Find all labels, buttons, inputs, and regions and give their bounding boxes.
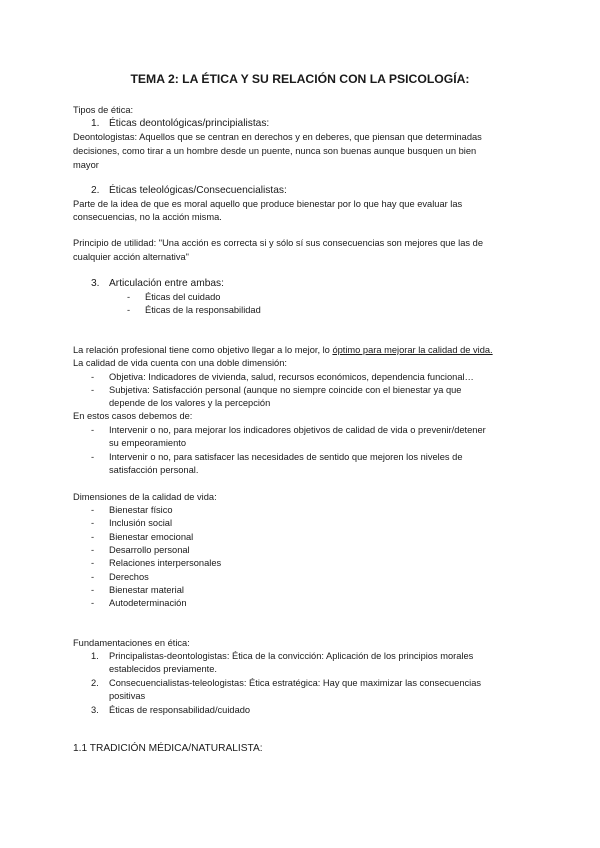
- fundamentaciones-heading: Fundamentaciones en ética:: [73, 638, 190, 648]
- relacion-line-1: [73, 344, 493, 357]
- bullet: -: [91, 372, 95, 382]
- bullet: -: [91, 518, 95, 528]
- relacion-line-1-start: La relación profesional tiene como objetivo llegar a lo mejor, lo: [73, 345, 333, 355]
- relacion-line-2: La calidad de vida cuenta con una doble dimensión:: [73, 358, 287, 368]
- teleo-line-2: consecuencias, no la acción misma.: [73, 212, 222, 222]
- tipos-item1-num: 1.: [91, 118, 100, 129]
- fund-1-line-2: establecidos previamente.: [109, 664, 218, 674]
- dimension-item: Inclusión social: [109, 518, 173, 528]
- tipos-heading: Tipos de ética:: [73, 105, 134, 115]
- relacion-line-1-underlined: óptimo para mejorar la calidad de vida.: [332, 345, 493, 355]
- fund-num-1: 1.: [91, 651, 99, 661]
- deonto-line-2: decisiones, como tirar a un hombre desde un puente, nunca son buenas aunque busquen un bien: [73, 146, 477, 156]
- fund-num-2: 2.: [91, 678, 99, 688]
- section-heading: 1.1 TRADICIÓN MÉDICA/NATURALISTA:: [73, 743, 263, 754]
- bullet: -: [91, 425, 95, 435]
- sub-item-responsabilidad: Éticas de la responsabilidad: [145, 305, 261, 315]
- teleo-line-1: Parte de la idea de que es moral aquello que produce bienestar por lo que hay que evaluar las: [73, 199, 463, 209]
- dimension-item: Relaciones interpersonales: [109, 558, 222, 568]
- utilidad-line-1: Principio de utilidad: "Una acción es correcta si y sólo sí sus consecuencias son mejores que las de: [73, 238, 483, 248]
- bullet: -: [91, 558, 95, 568]
- bullet: -: [91, 505, 95, 515]
- deonto-line-3: mayor: [73, 160, 99, 170]
- dimension-item: Bienestar físico: [109, 505, 173, 515]
- bullet: -: [91, 572, 95, 582]
- bullet: -: [91, 532, 95, 542]
- bullet: -: [91, 545, 95, 555]
- fund-3-line-1: Éticas de responsabilidad/cuidado: [109, 705, 251, 715]
- bullet: -: [91, 598, 95, 608]
- objetiva-item: Objetiva: Indicadores de vivienda, salud, recursos económicos, dependencia funcional…: [109, 372, 474, 382]
- bullet: -: [127, 292, 131, 302]
- bullet: -: [91, 385, 95, 395]
- dimension-item: Autodeterminación: [109, 598, 187, 608]
- sub-item-cuidado: Éticas del cuidado: [145, 292, 221, 302]
- fund-2-line-1: Consecuencialistas-teleologistas: Ética estratégica: Hay que maximizar las consecuencias: [109, 678, 482, 688]
- tipos-item3-num: 3.: [91, 278, 100, 289]
- dimension-item: Derechos: [109, 572, 149, 582]
- intervenir-2-line-2: satisfacción personal.: [109, 465, 199, 475]
- casos-heading: En estos casos debemos de:: [73, 411, 193, 421]
- fund-1-line-1: Principalistas-deontologistas: Ética de la convicción: Aplicación de los principios morales: [109, 651, 474, 661]
- bullet: -: [91, 585, 95, 595]
- intervenir-1-line-2: su empeoramiento: [109, 438, 186, 448]
- bullet: -: [91, 452, 95, 462]
- dimensiones-heading: Dimensiones de la calidad de vida:: [73, 492, 217, 502]
- subjetiva-line-2: depende de los valores y la percepción: [109, 398, 271, 408]
- dimension-item: Bienestar material: [109, 585, 184, 595]
- bullet: -: [127, 305, 131, 315]
- subjetiva-line-1: Subjetiva: Satisfacción personal (aunque no siempre coincide con el bienestar ya que: [109, 385, 462, 395]
- utilidad-line-2: cualquier acción alternativa": [73, 252, 189, 262]
- tipos-item2-label: Éticas teleológicas/Consecuencialistas:: [109, 185, 287, 196]
- deonto-line-1: Deontologistas: Aquellos que se centran en derechos y en deberes, que piensan que determinadas: [73, 132, 482, 142]
- intervenir-1-line-1: Intervenir o no, para mejorar los indicadores objetivos de calidad de vida o prevenir/detener: [109, 425, 486, 435]
- tipos-item2-num: 2.: [91, 185, 100, 196]
- page-title: TEMA 2: LA ÉTICA Y SU RELACIÓN CON LA PSICOLOGÍA:: [130, 72, 470, 86]
- fund-2-line-2: positivas: [109, 691, 146, 701]
- dimension-item: Bienestar emocional: [109, 532, 194, 542]
- dimension-item: Desarrollo personal: [109, 545, 190, 555]
- tipos-item3-label: Articulación entre ambas:: [109, 278, 224, 289]
- intervenir-2-line-1: Intervenir o no, para satisfacer las necesidades de sentido que mejoren los niveles de: [109, 452, 463, 462]
- fund-num-3: 3.: [91, 705, 99, 715]
- tipos-item1-label: Éticas deontológicas/principialistas:: [109, 118, 270, 129]
